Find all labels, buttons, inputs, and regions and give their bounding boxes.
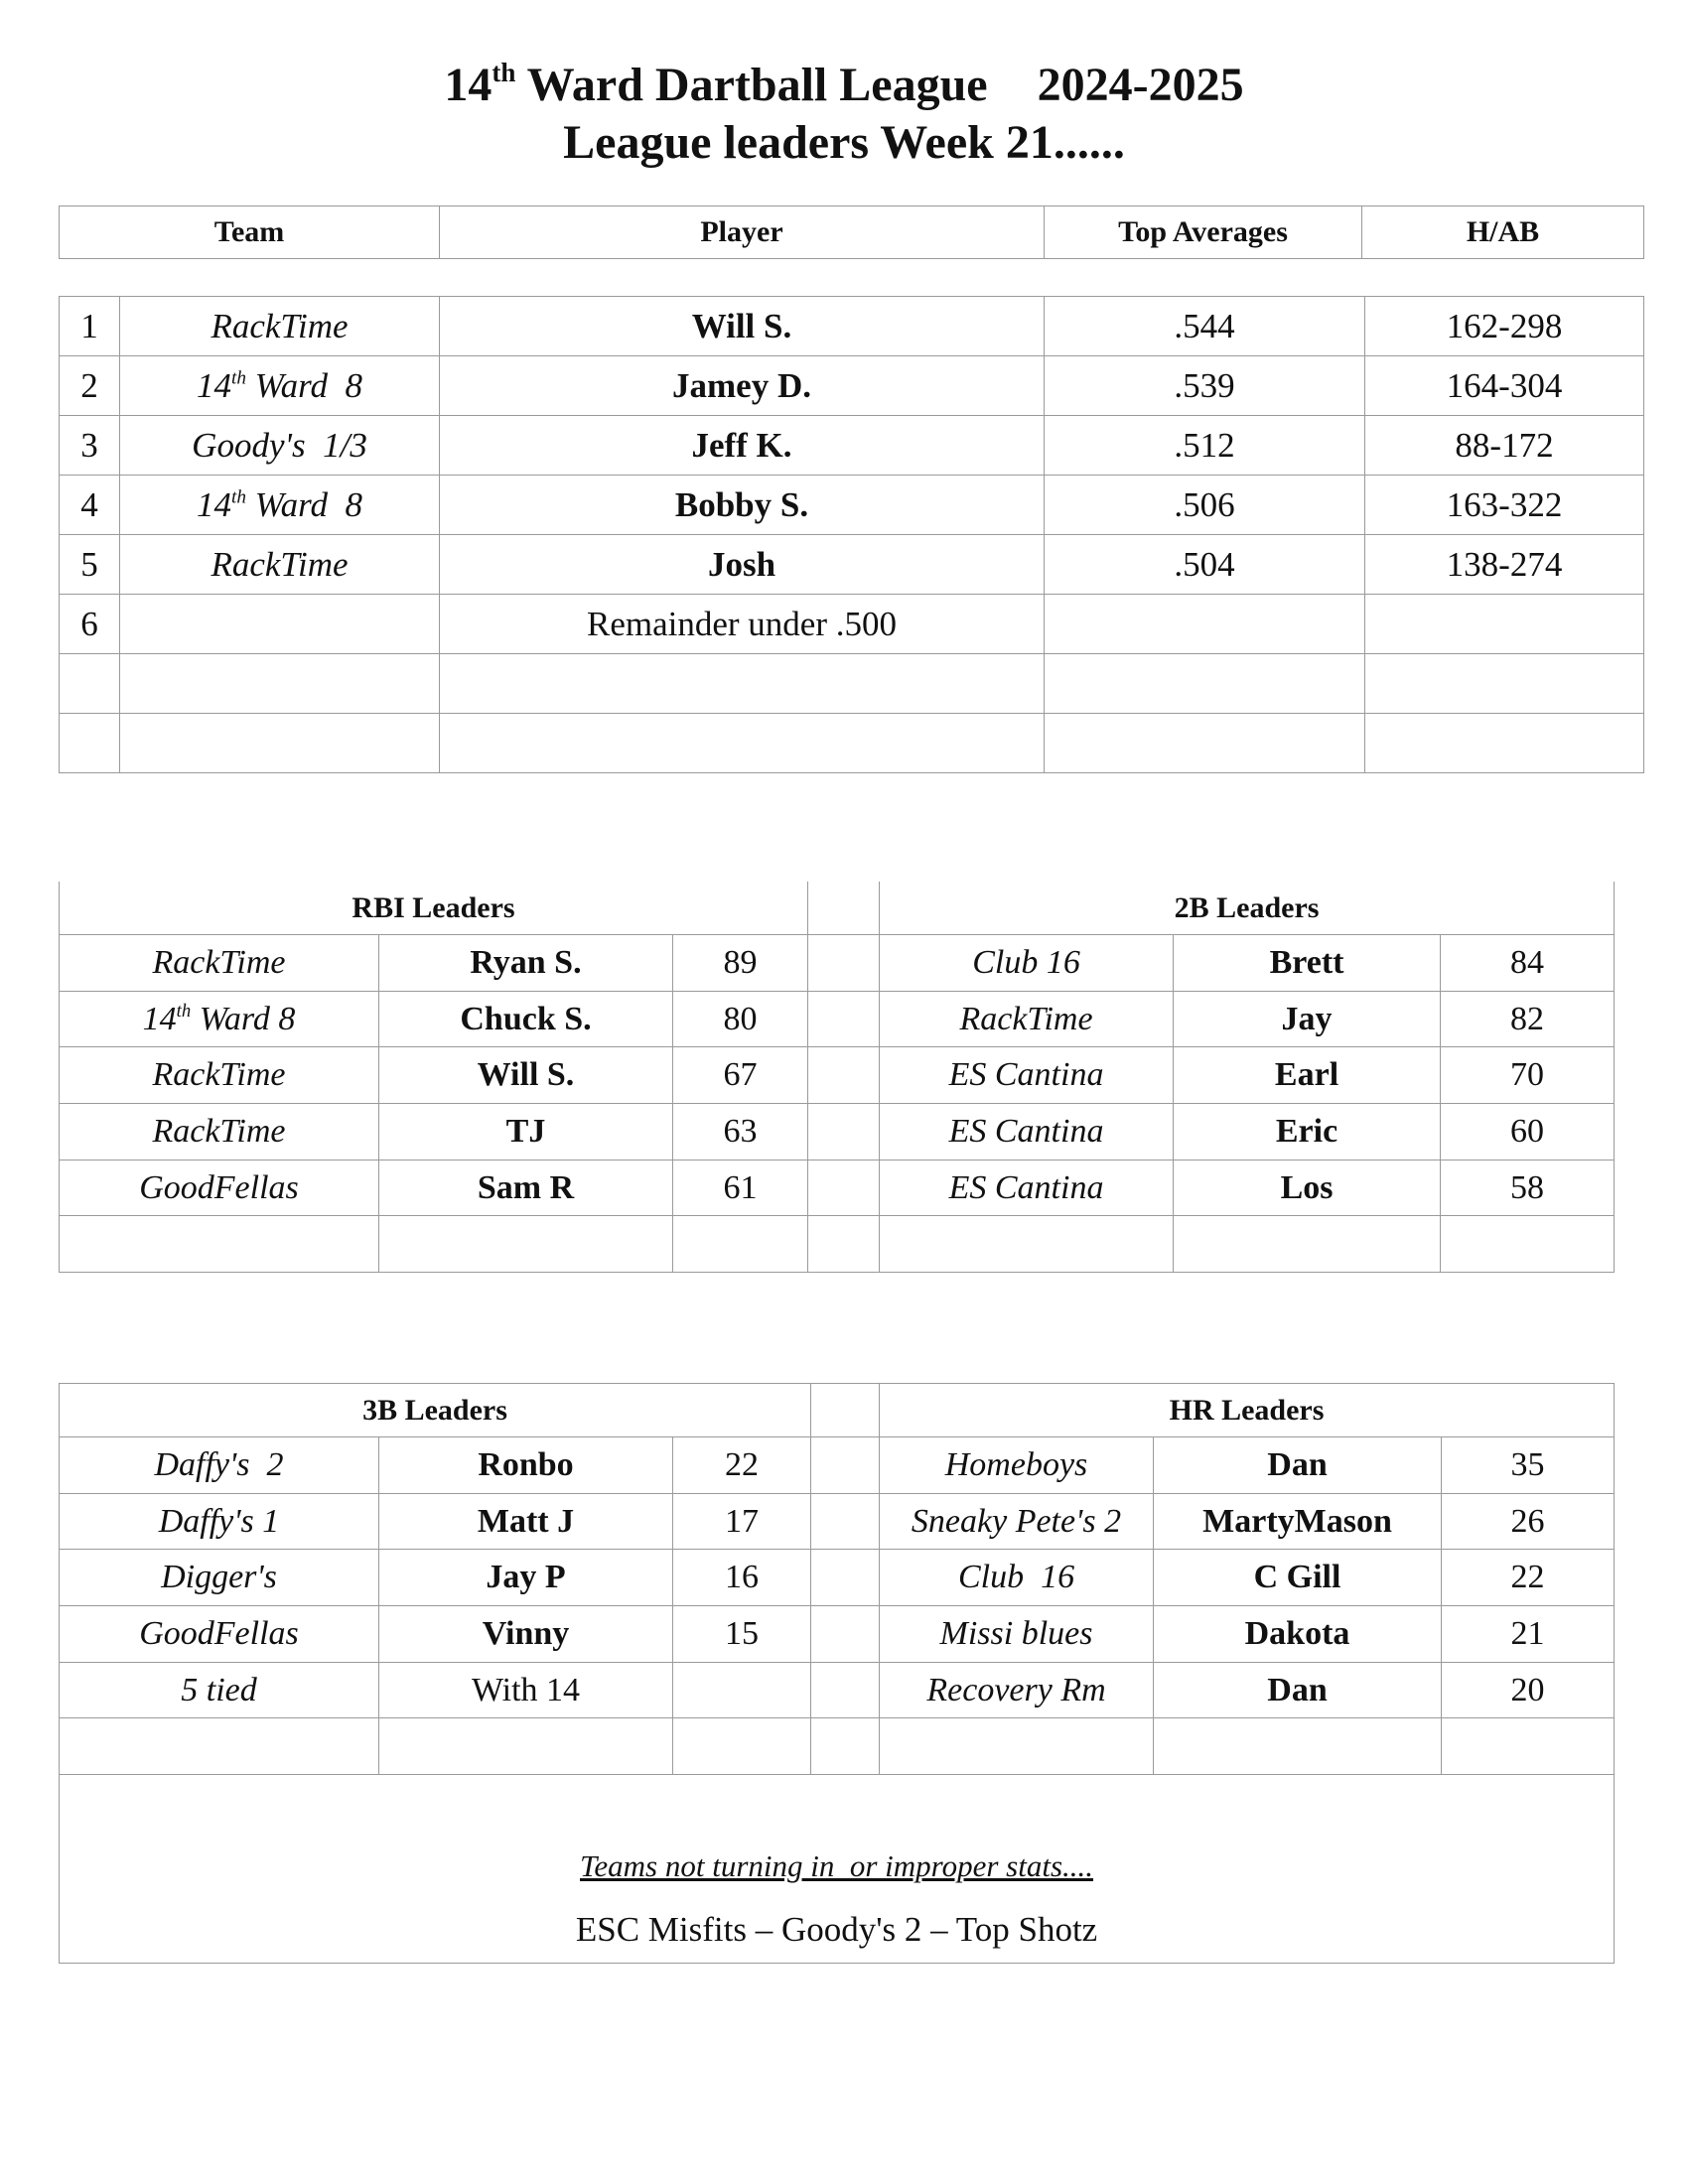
title-league-name: Ward Dartball League: [526, 59, 988, 111]
2b-value: 60: [1441, 1104, 1615, 1160]
rbi-value: 61: [673, 1160, 808, 1216]
hr-value: 20: [1442, 1662, 1615, 1718]
rank: 1: [60, 297, 120, 356]
hr-player: Dan: [1154, 1437, 1442, 1494]
column-header-player: Player: [440, 206, 1045, 259]
hr-player: Dakota: [1154, 1606, 1442, 1663]
3b-player: Jay P: [379, 1550, 673, 1606]
rbi-player: TJ: [379, 1104, 673, 1160]
table-row: [60, 1550, 1615, 1606]
table-row: [60, 476, 1644, 535]
hits-at-bats: [1365, 595, 1644, 654]
3b-value: 15: [673, 1606, 811, 1663]
2b-player: Los: [1174, 1160, 1441, 1216]
hr-team: Missi blues: [880, 1606, 1154, 1663]
table-row-empty: [60, 1718, 1615, 1775]
season: 2024-2025: [1037, 59, 1244, 111]
hr-value: 35: [1442, 1437, 1615, 1494]
average-value: .506: [1045, 476, 1365, 535]
notice: [60, 1775, 1615, 1964]
average-value: .504: [1045, 535, 1365, 595]
rbi-doubles-table: [59, 882, 1615, 1273]
column-header-team: Team: [60, 206, 440, 259]
rank: 4: [60, 476, 120, 535]
table-row: [60, 595, 1644, 654]
3b-team: Daffy's 2: [60, 1437, 379, 1494]
table-row: [60, 1662, 1615, 1718]
averages-header: [59, 205, 1644, 259]
3b-player: With 14: [379, 1662, 673, 1718]
hr-team: Recovery Rm: [880, 1662, 1154, 1718]
table-row: [60, 1606, 1615, 1663]
table-row: [60, 1160, 1615, 1216]
rbi-value: 80: [673, 991, 808, 1047]
hr-team: Sneaky Pete's 2: [880, 1493, 1154, 1550]
rbi-team: RackTime: [60, 935, 379, 992]
team-name: Goody's 1/3: [120, 416, 440, 476]
table-row: [60, 535, 1644, 595]
title-ordinal: 14: [444, 59, 492, 111]
team-name: RackTime: [120, 535, 440, 595]
rbi-value: 63: [673, 1104, 808, 1160]
hr-player: Dan: [1154, 1662, 1442, 1718]
column-header-hab: H/AB: [1362, 206, 1644, 259]
player-name: Josh: [440, 535, 1045, 595]
3b-player: Matt J: [379, 1493, 673, 1550]
3b-team: Digger's: [60, 1550, 379, 1606]
2b-leaders-title: 2B Leaders: [880, 882, 1615, 935]
rbi-team: RackTime: [60, 1104, 379, 1160]
remainder-note: Remainder under .500: [440, 595, 1045, 654]
table-row: [60, 1437, 1615, 1494]
table-row: [60, 935, 1615, 992]
rank: 2: [60, 356, 120, 416]
table-row-empty: [60, 714, 1644, 773]
2b-player: Eric: [1174, 1104, 1441, 1160]
notice-title: Teams not turning in or improper stats....: [580, 1848, 1094, 1884]
team-name: RackTime: [120, 297, 440, 356]
rbi-team: RackTime: [60, 1047, 379, 1104]
title-ordinal-suffix: th: [492, 58, 516, 87]
3b-player: Ronbo: [379, 1437, 673, 1494]
hits-at-bats: 164-304: [1365, 356, 1644, 416]
hr-player: MartyMason: [1154, 1493, 1442, 1550]
3b-team: GoodFellas: [60, 1606, 379, 1663]
3b-player: Vinny: [379, 1606, 673, 1663]
average-value: .539: [1045, 356, 1365, 416]
2b-team: RackTime: [880, 991, 1174, 1047]
2b-team: ES Cantina: [880, 1104, 1174, 1160]
3b-value: [673, 1662, 811, 1718]
3b-team: Daffy's 1: [60, 1493, 379, 1550]
rank: 6: [60, 595, 120, 654]
3b-value: 16: [673, 1550, 811, 1606]
2b-player: Earl: [1174, 1047, 1441, 1104]
hits-at-bats: 88-172: [1365, 416, 1644, 476]
table-row: [60, 416, 1644, 476]
table-row: [60, 297, 1644, 356]
rbi-leaders-title: RBI Leaders: [60, 882, 808, 935]
team-name: 14th Ward 8: [120, 356, 440, 416]
2b-value: 58: [1441, 1160, 1615, 1216]
table-row: [60, 1047, 1615, 1104]
notice-teams: ESC Misfits – Goody's 2 – Top Shotz: [575, 1910, 1098, 1950]
column-header-top-averages: Top Averages: [1045, 206, 1362, 259]
triples-homers-table: [59, 1383, 1615, 1964]
average-value: .512: [1045, 416, 1365, 476]
hits-at-bats: 138-274: [1365, 535, 1644, 595]
2b-team: Club 16: [880, 935, 1174, 992]
page-title: [0, 57, 1688, 114]
notice-row: [60, 1775, 1615, 1964]
hits-at-bats: 163-322: [1365, 476, 1644, 535]
player-name: Jamey D.: [440, 356, 1045, 416]
2b-player: Jay: [1174, 991, 1441, 1047]
rbi-player: Ryan S.: [379, 935, 673, 992]
2b-value: 70: [1441, 1047, 1615, 1104]
averages-table: [59, 296, 1644, 773]
rbi-value: 67: [673, 1047, 808, 1104]
table-row: [60, 1104, 1615, 1160]
rbi-value: 89: [673, 935, 808, 992]
rbi-team: 14th Ward 8: [60, 991, 379, 1047]
2b-team: ES Cantina: [880, 1047, 1174, 1104]
table-row: [60, 1493, 1615, 1550]
rank: 3: [60, 416, 120, 476]
3b-leaders-title: 3B Leaders: [60, 1384, 811, 1437]
hr-value: 26: [1442, 1493, 1615, 1550]
table-row-empty: [60, 1216, 1615, 1273]
table-row-empty: [60, 654, 1644, 714]
3b-value: 17: [673, 1493, 811, 1550]
rbi-player: Sam R: [379, 1160, 673, 1216]
rank: 5: [60, 535, 120, 595]
3b-team: 5 tied: [60, 1662, 379, 1718]
2b-value: 82: [1441, 991, 1615, 1047]
hr-team: Club 16: [880, 1550, 1154, 1606]
page-subtitle: League leaders Week 21......: [563, 116, 1125, 169]
rbi-team: GoodFellas: [60, 1160, 379, 1216]
2b-value: 84: [1441, 935, 1615, 992]
hr-leaders-title: HR Leaders: [880, 1384, 1615, 1437]
hr-player: C Gill: [1154, 1550, 1442, 1606]
rbi-player: Will S.: [379, 1047, 673, 1104]
average-value: [1045, 595, 1365, 654]
team-name: 14th Ward 8: [120, 476, 440, 535]
player-name: Bobby S.: [440, 476, 1045, 535]
player-name: Jeff K.: [440, 416, 1045, 476]
average-value: .544: [1045, 297, 1365, 356]
player-name: Will S.: [440, 297, 1045, 356]
2b-player: Brett: [1174, 935, 1441, 992]
hr-value: 22: [1442, 1550, 1615, 1606]
2b-team: ES Cantina: [880, 1160, 1174, 1216]
hr-team: Homeboys: [880, 1437, 1154, 1494]
hits-at-bats: 162-298: [1365, 297, 1644, 356]
team-name: [120, 595, 440, 654]
table-row: [60, 991, 1615, 1047]
3b-value: 22: [673, 1437, 811, 1494]
table-row: [60, 356, 1644, 416]
rbi-player: Chuck S.: [379, 991, 673, 1047]
hr-value: 21: [1442, 1606, 1615, 1663]
